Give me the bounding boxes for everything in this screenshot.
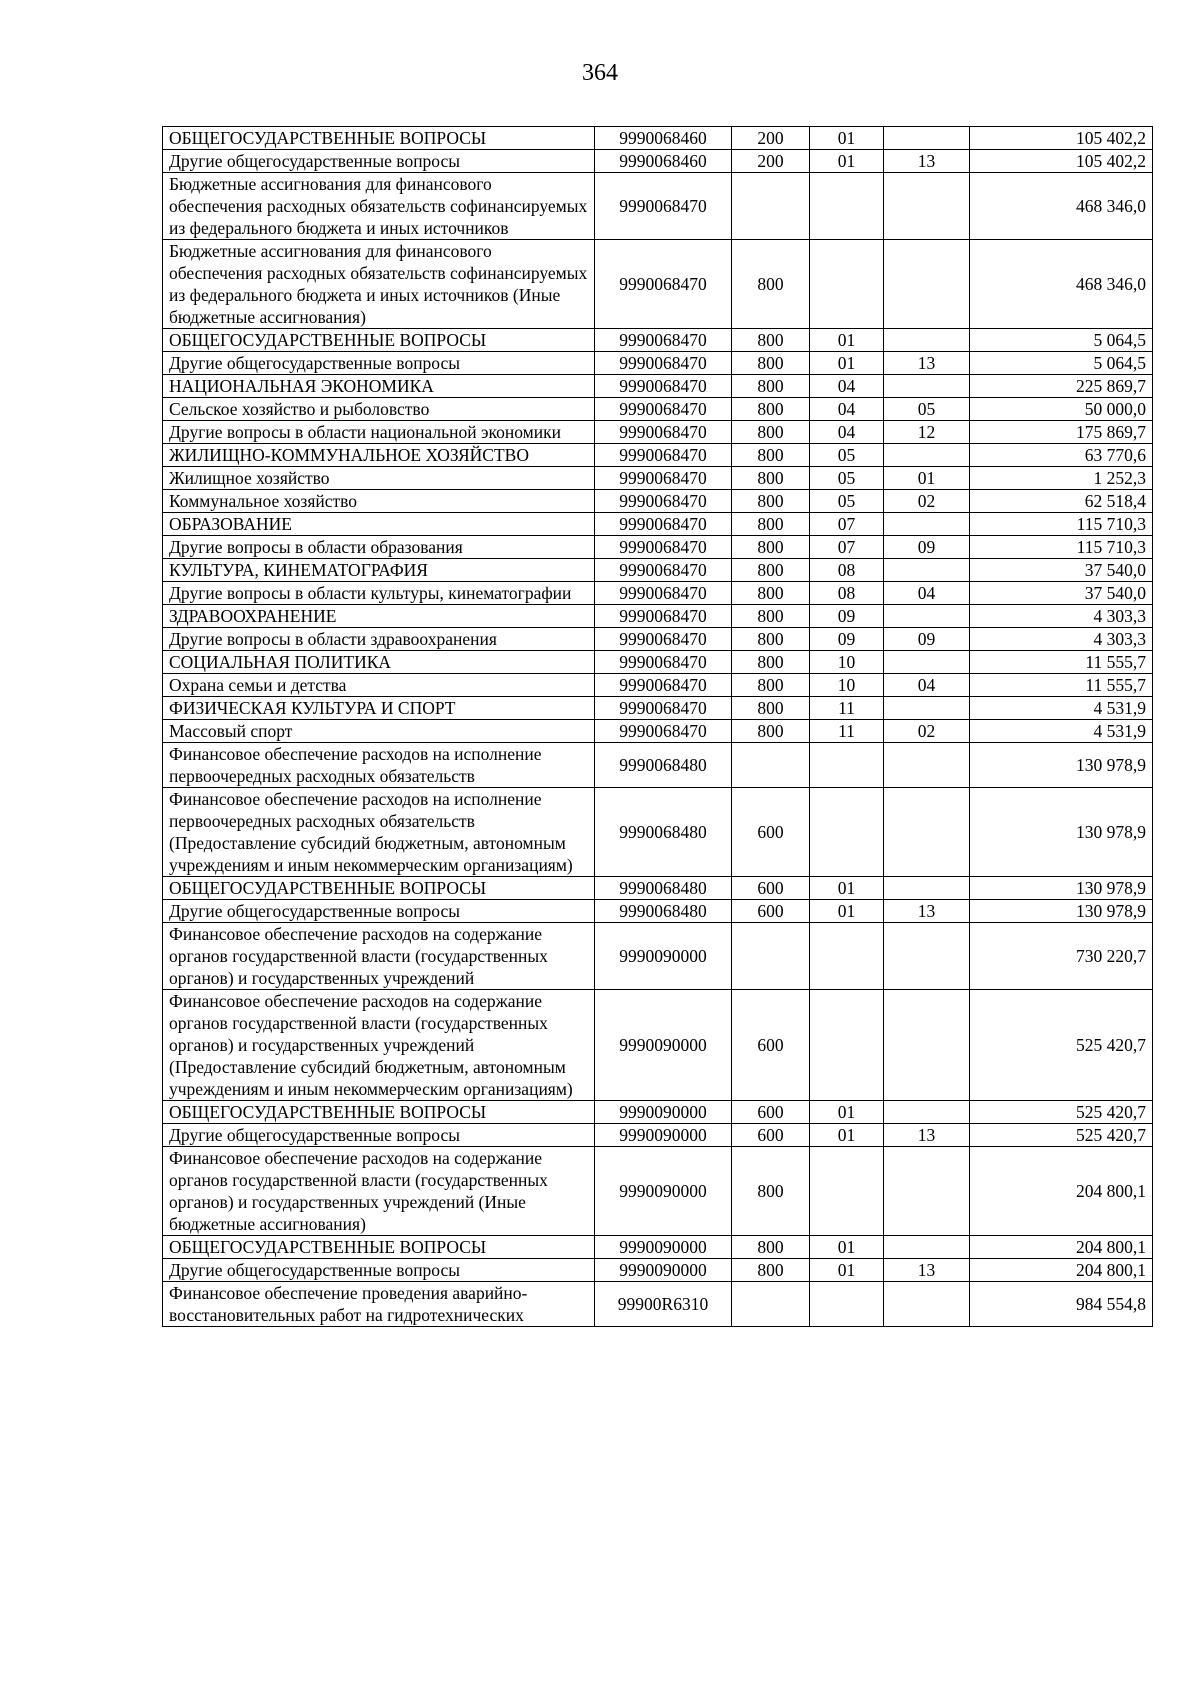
table-row bbox=[163, 1236, 1153, 1259]
row-expense-type: 600 bbox=[732, 788, 810, 877]
row-name: ОБЩЕГОСУДАРСТВЕННЫЕ ВОПРОСЫ bbox=[163, 329, 595, 352]
row-expense-type bbox=[732, 1282, 810, 1327]
row-subsection: 13 bbox=[884, 900, 970, 923]
row-name: Другие вопросы в области национальной экономики bbox=[163, 421, 595, 444]
row-name: Другие вопросы в области культуры, кинематографии bbox=[163, 582, 595, 605]
row-amount: 37 540,0 bbox=[970, 582, 1153, 605]
row-name: Охрана семьи и детства bbox=[163, 674, 595, 697]
row-name: Другие общегосударственные вопросы bbox=[163, 900, 595, 923]
row-section bbox=[810, 788, 884, 877]
row-amount: 5 064,5 bbox=[970, 329, 1153, 352]
row-section: 01 bbox=[810, 900, 884, 923]
row-target-article: 9990068470 bbox=[595, 490, 732, 513]
row-subsection bbox=[884, 329, 970, 352]
row-target-article: 9990068470 bbox=[595, 559, 732, 582]
row-expense-type: 800 bbox=[732, 1147, 810, 1236]
row-name: ОБЩЕГОСУДАРСТВЕННЫЕ ВОПРОСЫ bbox=[163, 127, 595, 150]
row-amount: 130 978,9 bbox=[970, 743, 1153, 788]
row-target-article: 9990068470 bbox=[595, 605, 732, 628]
row-expense-type: 800 bbox=[732, 467, 810, 490]
row-target-article: 99900R6310 bbox=[595, 1282, 732, 1327]
table-row bbox=[163, 240, 1153, 329]
row-expense-type: 800 bbox=[732, 1259, 810, 1282]
row-subsection bbox=[884, 697, 970, 720]
table-row bbox=[163, 559, 1153, 582]
row-name: ОБЩЕГОСУДАРСТВЕННЫЕ ВОПРОСЫ bbox=[163, 1236, 595, 1259]
row-section: 04 bbox=[810, 375, 884, 398]
row-target-article: 9990068470 bbox=[595, 720, 732, 743]
row-subsection: 04 bbox=[884, 582, 970, 605]
row-amount: 204 800,1 bbox=[970, 1259, 1153, 1282]
table-row bbox=[163, 743, 1153, 788]
row-target-article: 9990068480 bbox=[595, 743, 732, 788]
row-amount: 175 869,7 bbox=[970, 421, 1153, 444]
row-expense-type: 600 bbox=[732, 1101, 810, 1124]
row-section bbox=[810, 173, 884, 240]
row-subsection bbox=[884, 1101, 970, 1124]
row-name: Финансовое обеспечение расходов на исполнение первоочередных расходных обязательств (Предоставление субсидий бюджетным, автономным учреждениям и иным некоммерческим организациям) bbox=[163, 788, 595, 877]
row-expense-type: 800 bbox=[732, 697, 810, 720]
row-subsection bbox=[884, 240, 970, 329]
table-row bbox=[163, 352, 1153, 375]
row-expense-type: 800 bbox=[732, 352, 810, 375]
row-subsection bbox=[884, 127, 970, 150]
table-row bbox=[163, 1147, 1153, 1236]
row-name: НАЦИОНАЛЬНАЯ ЭКОНОМИКА bbox=[163, 375, 595, 398]
row-expense-type: 600 bbox=[732, 1124, 810, 1147]
row-subsection bbox=[884, 173, 970, 240]
table-row bbox=[163, 375, 1153, 398]
row-amount: 105 402,2 bbox=[970, 127, 1153, 150]
row-expense-type: 800 bbox=[732, 421, 810, 444]
row-expense-type bbox=[732, 173, 810, 240]
row-subsection: 13 bbox=[884, 150, 970, 173]
table-row bbox=[163, 173, 1153, 240]
row-section: 01 bbox=[810, 1101, 884, 1124]
row-name: Финансовое обеспечение расходов на содержание органов государственной власти (государственных органов) и государственных учреждений (Предоставление субсидий бюджетным, автономным учреждениям и иным некоммерческим организациям) bbox=[163, 990, 595, 1101]
row-target-article: 9990068470 bbox=[595, 628, 732, 651]
row-amount: 525 420,7 bbox=[970, 1124, 1153, 1147]
row-subsection bbox=[884, 513, 970, 536]
row-target-article: 9990068470 bbox=[595, 697, 732, 720]
table-row bbox=[163, 674, 1153, 697]
table-row bbox=[163, 1101, 1153, 1124]
row-amount: 115 710,3 bbox=[970, 513, 1153, 536]
row-section: 10 bbox=[810, 651, 884, 674]
row-subsection bbox=[884, 923, 970, 990]
table-row bbox=[163, 467, 1153, 490]
row-amount: 50 000,0 bbox=[970, 398, 1153, 421]
row-subsection bbox=[884, 651, 970, 674]
row-name: Бюджетные ассигнования для финансового обеспечения расходных обязательств софинансируемых из федерального бюджета и иных источников (Иные бюджетные ассигнования) bbox=[163, 240, 595, 329]
table-row bbox=[163, 990, 1153, 1101]
row-name: Бюджетные ассигнования для финансового обеспечения расходных обязательств софинансируемых из федерального бюджета и иных источников bbox=[163, 173, 595, 240]
row-target-article: 9990068470 bbox=[595, 674, 732, 697]
row-expense-type: 800 bbox=[732, 398, 810, 421]
row-section: 05 bbox=[810, 444, 884, 467]
table-row bbox=[163, 582, 1153, 605]
row-section: 09 bbox=[810, 628, 884, 651]
row-subsection bbox=[884, 788, 970, 877]
row-subsection: 12 bbox=[884, 421, 970, 444]
row-name: КУЛЬТУРА, КИНЕМАТОГРАФИЯ bbox=[163, 559, 595, 582]
row-section: 04 bbox=[810, 421, 884, 444]
row-expense-type: 800 bbox=[732, 674, 810, 697]
row-section bbox=[810, 240, 884, 329]
row-amount: 984 554,8 bbox=[970, 1282, 1153, 1327]
row-name: Жилищное хозяйство bbox=[163, 467, 595, 490]
row-name: ФИЗИЧЕСКАЯ КУЛЬТУРА И СПОРТ bbox=[163, 697, 595, 720]
row-expense-type: 800 bbox=[732, 720, 810, 743]
row-subsection: 09 bbox=[884, 536, 970, 559]
row-target-article: 9990068470 bbox=[595, 536, 732, 559]
row-name: Коммунальное хозяйство bbox=[163, 490, 595, 513]
row-name: Сельское хозяйство и рыболовство bbox=[163, 398, 595, 421]
row-target-article: 9990090000 bbox=[595, 1147, 732, 1236]
row-expense-type: 800 bbox=[732, 490, 810, 513]
row-target-article: 9990068470 bbox=[595, 421, 732, 444]
table-row bbox=[163, 444, 1153, 467]
row-amount: 63 770,6 bbox=[970, 444, 1153, 467]
row-section: 09 bbox=[810, 605, 884, 628]
row-target-article: 9990068460 bbox=[595, 150, 732, 173]
row-expense-type: 200 bbox=[732, 127, 810, 150]
row-target-article: 9990068470 bbox=[595, 444, 732, 467]
row-subsection: 13 bbox=[884, 1259, 970, 1282]
table-row bbox=[163, 697, 1153, 720]
table-row bbox=[163, 900, 1153, 923]
row-expense-type: 200 bbox=[732, 150, 810, 173]
budget-table bbox=[162, 126, 1153, 1327]
row-section: 07 bbox=[810, 513, 884, 536]
row-subsection bbox=[884, 559, 970, 582]
row-section bbox=[810, 743, 884, 788]
row-amount: 4 531,9 bbox=[970, 720, 1153, 743]
row-target-article: 9990068480 bbox=[595, 788, 732, 877]
row-name: СОЦИАЛЬНАЯ ПОЛИТИКА bbox=[163, 651, 595, 674]
row-name: ЖИЛИЩНО-КОММУНАЛЬНОЕ ХОЗЯЙСТВО bbox=[163, 444, 595, 467]
row-subsection: 13 bbox=[884, 1124, 970, 1147]
table-row bbox=[163, 877, 1153, 900]
row-section: 10 bbox=[810, 674, 884, 697]
row-section: 01 bbox=[810, 1259, 884, 1282]
row-amount: 130 978,9 bbox=[970, 877, 1153, 900]
row-subsection: 02 bbox=[884, 490, 970, 513]
row-subsection bbox=[884, 375, 970, 398]
row-expense-type: 800 bbox=[732, 375, 810, 398]
row-name: Другие общегосударственные вопросы bbox=[163, 1259, 595, 1282]
row-name: Другие вопросы в области образования bbox=[163, 536, 595, 559]
row-subsection bbox=[884, 877, 970, 900]
row-section: 01 bbox=[810, 1124, 884, 1147]
row-name: ОБЩЕГОСУДАРСТВЕННЫЕ ВОПРОСЫ bbox=[163, 877, 595, 900]
row-subsection bbox=[884, 605, 970, 628]
row-expense-type: 800 bbox=[732, 605, 810, 628]
table-row bbox=[163, 421, 1153, 444]
row-section bbox=[810, 1147, 884, 1236]
table-row bbox=[163, 150, 1153, 173]
row-amount: 130 978,9 bbox=[970, 788, 1153, 877]
row-expense-type: 800 bbox=[732, 582, 810, 605]
row-name: Финансовое обеспечение проведения аварийно-восстановительных работ на гидротехнических bbox=[163, 1282, 595, 1327]
row-expense-type: 600 bbox=[732, 900, 810, 923]
page-number: 364 bbox=[582, 60, 618, 86]
row-target-article: 9990090000 bbox=[595, 1101, 732, 1124]
row-section: 08 bbox=[810, 582, 884, 605]
row-expense-type bbox=[732, 923, 810, 990]
row-target-article: 9990090000 bbox=[595, 1124, 732, 1147]
table-row bbox=[163, 651, 1153, 674]
row-section: 01 bbox=[810, 1236, 884, 1259]
row-section: 01 bbox=[810, 352, 884, 375]
row-amount: 204 800,1 bbox=[970, 1236, 1153, 1259]
row-expense-type: 800 bbox=[732, 1236, 810, 1259]
table-row bbox=[163, 329, 1153, 352]
row-target-article: 9990090000 bbox=[595, 1259, 732, 1282]
row-amount: 5 064,5 bbox=[970, 352, 1153, 375]
row-subsection: 04 bbox=[884, 674, 970, 697]
table-row bbox=[163, 605, 1153, 628]
row-subsection bbox=[884, 1236, 970, 1259]
row-name: ОБРАЗОВАНИЕ bbox=[163, 513, 595, 536]
row-expense-type: 800 bbox=[732, 240, 810, 329]
row-subsection bbox=[884, 1282, 970, 1327]
budget-table-body bbox=[163, 127, 1153, 1327]
row-amount: 4 303,3 bbox=[970, 605, 1153, 628]
row-name: Другие общегосударственные вопросы bbox=[163, 150, 595, 173]
table-row bbox=[163, 490, 1153, 513]
row-name: Другие общегосударственные вопросы bbox=[163, 352, 595, 375]
row-target-article: 9990068470 bbox=[595, 651, 732, 674]
row-subsection bbox=[884, 1147, 970, 1236]
row-target-article: 9990068460 bbox=[595, 127, 732, 150]
row-amount: 204 800,1 bbox=[970, 1147, 1153, 1236]
row-amount: 525 420,7 bbox=[970, 990, 1153, 1101]
row-expense-type: 600 bbox=[732, 877, 810, 900]
row-amount: 525 420,7 bbox=[970, 1101, 1153, 1124]
row-target-article: 9990068470 bbox=[595, 467, 732, 490]
row-subsection bbox=[884, 743, 970, 788]
row-expense-type: 800 bbox=[732, 536, 810, 559]
row-target-article: 9990068470 bbox=[595, 398, 732, 421]
row-target-article: 9990090000 bbox=[595, 923, 732, 990]
row-name: Финансовое обеспечение расходов на исполнение первоочередных расходных обязательств bbox=[163, 743, 595, 788]
row-amount: 105 402,2 bbox=[970, 150, 1153, 173]
row-amount: 468 346,0 bbox=[970, 240, 1153, 329]
row-expense-type: 800 bbox=[732, 559, 810, 582]
table-row bbox=[163, 1259, 1153, 1282]
row-section: 04 bbox=[810, 398, 884, 421]
row-amount: 11 555,7 bbox=[970, 674, 1153, 697]
row-subsection: 13 bbox=[884, 352, 970, 375]
table-row bbox=[163, 720, 1153, 743]
table-row bbox=[163, 788, 1153, 877]
table-row bbox=[163, 536, 1153, 559]
row-name: ОБЩЕГОСУДАРСТВЕННЫЕ ВОПРОСЫ bbox=[163, 1101, 595, 1124]
table-row bbox=[163, 513, 1153, 536]
row-name: Другие общегосударственные вопросы bbox=[163, 1124, 595, 1147]
row-subsection bbox=[884, 444, 970, 467]
row-target-article: 9990068470 bbox=[595, 240, 732, 329]
row-section: 01 bbox=[810, 877, 884, 900]
row-section: 01 bbox=[810, 127, 884, 150]
table-row bbox=[163, 127, 1153, 150]
row-amount: 62 518,4 bbox=[970, 490, 1153, 513]
row-name: ЗДРАВООХРАНЕНИЕ bbox=[163, 605, 595, 628]
row-target-article: 9990068480 bbox=[595, 877, 732, 900]
row-section bbox=[810, 990, 884, 1101]
row-amount: 130 978,9 bbox=[970, 900, 1153, 923]
row-target-article: 9990068470 bbox=[595, 329, 732, 352]
row-section: 01 bbox=[810, 329, 884, 352]
row-subsection: 09 bbox=[884, 628, 970, 651]
row-amount: 115 710,3 bbox=[970, 536, 1153, 559]
row-target-article: 9990068470 bbox=[595, 513, 732, 536]
row-section: 11 bbox=[810, 697, 884, 720]
table-row bbox=[163, 1124, 1153, 1147]
row-amount: 468 346,0 bbox=[970, 173, 1153, 240]
row-subsection: 01 bbox=[884, 467, 970, 490]
row-target-article: 9990068470 bbox=[595, 352, 732, 375]
row-amount: 4 303,3 bbox=[970, 628, 1153, 651]
row-amount: 11 555,7 bbox=[970, 651, 1153, 674]
row-name: Массовый спорт bbox=[163, 720, 595, 743]
row-expense-type: 600 bbox=[732, 990, 810, 1101]
row-expense-type: 800 bbox=[732, 651, 810, 674]
row-target-article: 9990090000 bbox=[595, 990, 732, 1101]
row-section bbox=[810, 923, 884, 990]
table-row bbox=[163, 1282, 1153, 1327]
row-expense-type bbox=[732, 743, 810, 788]
row-subsection: 05 bbox=[884, 398, 970, 421]
row-section: 11 bbox=[810, 720, 884, 743]
row-expense-type: 800 bbox=[732, 329, 810, 352]
row-section bbox=[810, 1282, 884, 1327]
row-target-article: 9990090000 bbox=[595, 1236, 732, 1259]
row-section: 07 bbox=[810, 536, 884, 559]
row-target-article: 9990068480 bbox=[595, 900, 732, 923]
row-name: Другие вопросы в области здравоохранения bbox=[163, 628, 595, 651]
table-row bbox=[163, 923, 1153, 990]
table-row bbox=[163, 628, 1153, 651]
table-row bbox=[163, 398, 1153, 421]
row-amount: 37 540,0 bbox=[970, 559, 1153, 582]
row-name: Финансовое обеспечение расходов на содержание органов государственной власти (государственных органов) и государственных учреждений bbox=[163, 923, 595, 990]
row-subsection bbox=[884, 990, 970, 1101]
row-target-article: 9990068470 bbox=[595, 173, 732, 240]
row-subsection: 02 bbox=[884, 720, 970, 743]
row-target-article: 9990068470 bbox=[595, 582, 732, 605]
row-amount: 730 220,7 bbox=[970, 923, 1153, 990]
row-section: 08 bbox=[810, 559, 884, 582]
row-name: Финансовое обеспечение расходов на содержание органов государственной власти (государственных органов) и государственных учреждений (Иные бюджетные ассигнования) bbox=[163, 1147, 595, 1236]
row-amount: 1 252,3 bbox=[970, 467, 1153, 490]
row-amount: 225 869,7 bbox=[970, 375, 1153, 398]
row-amount: 4 531,9 bbox=[970, 697, 1153, 720]
row-expense-type: 800 bbox=[732, 444, 810, 467]
row-expense-type: 800 bbox=[732, 513, 810, 536]
row-section: 05 bbox=[810, 490, 884, 513]
row-section: 01 bbox=[810, 150, 884, 173]
row-target-article: 9990068470 bbox=[595, 375, 732, 398]
row-section: 05 bbox=[810, 467, 884, 490]
row-expense-type: 800 bbox=[732, 628, 810, 651]
